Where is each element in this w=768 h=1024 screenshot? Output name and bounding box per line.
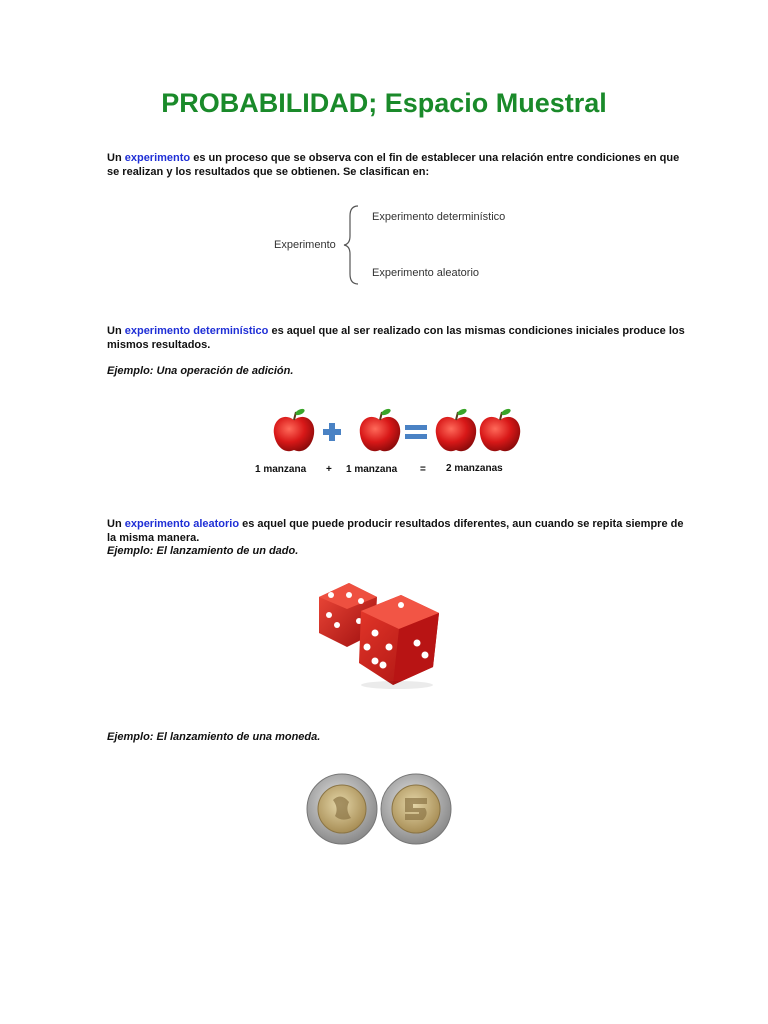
coin-example: Ejemplo: El lanzamiento de una moneda. (107, 731, 321, 743)
random-paragraph (107, 517, 687, 545)
page-title: PROBABILIDAD; Espacio Muestral (161, 88, 607, 118)
deterministic-example: Ejemplo: Una operación de adición. (107, 365, 294, 377)
coin-tails-icon (381, 774, 451, 844)
plus-icon (323, 423, 341, 441)
die-front-icon (359, 595, 439, 685)
intro-pre: Un (107, 152, 125, 164)
term-deterministic: experimento determinístico (124, 325, 269, 337)
apple-icon (360, 408, 400, 452)
term-random: experimento aleatorio (124, 518, 240, 530)
apple-label-right: 2 manzanas (446, 463, 503, 474)
dice-example: Ejemplo: El lanzamiento de un dado. (107, 545, 299, 557)
diagram-branch-random: Experimento aleatorio (372, 267, 480, 279)
apple-icon (436, 408, 476, 452)
coin-heads-icon (307, 774, 377, 844)
diagram-root: Experimento (274, 239, 336, 251)
dice-figure (305, 575, 465, 690)
rand-post: es aquel que puede producir resultados diferentes, aun cuando se repita siempre de la misma manera. (107, 518, 684, 544)
intro-paragraph (107, 151, 687, 179)
apple-icon (274, 408, 314, 452)
term-experimento: experimento (124, 152, 191, 164)
rand-pre: Un (107, 518, 125, 530)
classification-diagram (260, 200, 550, 290)
coins-figure (305, 770, 453, 848)
intro-post: es un proceso que se observa con el fin de establecer una relación entre condiciones en que se realizan y los resultados que se obtienen. Se clasifican en: (107, 152, 680, 178)
apple-label-plus: + (326, 464, 332, 475)
deterministic-paragraph (107, 324, 687, 352)
apple-label-mid: 1 manzana (346, 464, 398, 475)
det-post: es aquel que al ser realizado con las mismas condiciones iniciales produce los mismos resultados. (107, 325, 685, 351)
apples-figure (250, 400, 540, 485)
apple-icon (480, 408, 520, 452)
apple-label-left: 1 manzana (255, 464, 307, 475)
diagram-branch-deterministic: Experimento determinístico (372, 211, 506, 223)
det-pre: Un (107, 325, 125, 337)
equals-icon (405, 425, 427, 439)
apple-label-equals: = (420, 464, 426, 475)
